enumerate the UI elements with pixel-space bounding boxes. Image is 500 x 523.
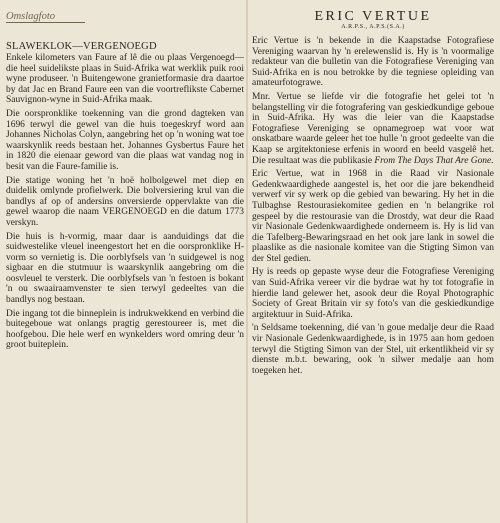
section-tag: Omslagfoto (6, 11, 85, 23)
author-qualifications: A.R.P.S., A.P.S.(S.A.) (341, 24, 405, 30)
right-paragraph-3 (252, 169, 494, 264)
article-heading: SLAWEKLOK—VERGENOEGD (6, 41, 157, 52)
right-paragraph-5-text: 'n Seldsame toekenning, dié van 'n goue medalje deur die Raad vir Nasionale Gedenkwaardighede, is in 1975 aan hom gedoen terwyl die Stigting Simon van der Stel, uit erkentlikheid vir sy dienste m.b.t. bewaring, ook 'n silwer medalje aan hom toegeken het. (252, 323, 494, 376)
left-paragraph-2: Die oorspronklike toekenning van die grond dagteken van 1696 terwyl die gewel van die huis toegeskryf word aan Johannes Nicholas Colyn, aangebring het op 'n woning wat toe waarskynlik reeds bestaan het. Johannes Gysbertus Faure het in 1820 die eienaar geword van die plaas wat vandag nog in besit van die Faure-familie is. (6, 108, 244, 172)
left-paragraph-3: Die statige woning het 'n hoë holbolgewel met diep en duidelik omlynde profielwerk. Die bolversiering krul van die bandlys af op of andersins onversierde oppervlakte van die gewel waarop die naam VERGENOEGD en die datum 1773 verskyn. (6, 175, 244, 228)
left-paragraph-5: Die ingang tot die binneplein is indrukwekkend en verbind die buitegeboue wat onlangs pragtig gerestoureer is, met die hoofgebou. Die hele werf en wynkelders word omring deur 'n groot buiteplein. (6, 308, 244, 351)
publication-title: From The Days That Are Gone. (374, 155, 494, 166)
author-name: ERIC VERTUE (314, 9, 432, 24)
right-paragraph-4-text: Hy is reeds op gepaste wyse deur die Fotografiese Vereniging van Suid-Afrika vereer vir die bydrae wat hy tot fotografie in hierdie land gelewer het, asook deur die Royal Photographic Society of Great Britain vir sy foto's van die geskiedkundige argitektuur in Suid-Afrika. (252, 267, 494, 320)
right-paragraph-4 (252, 267, 494, 320)
right-paragraph-1 (252, 36, 494, 89)
right-paragraph-5 (252, 323, 494, 376)
right-paragraph-3-text: Eric Vertue, wat in 1968 in die Raad vir Nasionale Gedenkwaardighede aangestel is, het oor die jare bekendheid verwerf vir sy werk op die gebied van bewaring. Hy het in die Tulbaghse Restourasiekomitee gedien en 'n belangrike rol gespeel by die restourasie van die Drostdy, wat deur die Raad vir Nasionale Gedenkwaardighede onderneem is. Hy is lid van die Tafelberg-Bewaringsraad en het ook jare lank in sowel die plaaslike as die nasionale komitee van die Stigting Simon van der Stel gedien. (252, 169, 494, 264)
right-paragraph-1-text: Eric Vertue is 'n bekende in die Kaapstadse Fotografiese Vereniging waarvan hy 'n erelewenslid is. Hy is 'n voormalige redakteur van die bulletin van die Fotografiese Vereniging van Suid-Afrika en is nou betrokke by die tegniese opleiding van amateurfotograwe. (252, 36, 494, 89)
right-column (252, 6, 494, 379)
page-gutter (246, 0, 248, 523)
left-paragraph-4: Die huis is h-vormig, maar daar is aanduidings dat die suidwestelike vleuel ineengestort het en die oorspronklike H-vorm so vernietig is. Die oorblyfsels van 'n suidgewel is nog sigbaar en die stutmuur is waarskynlik aangebring om die oosvleuel te versterk. Die oorblyfsels van 'n festoen is bokant 'n ou swaairaamvenster te sien terwyl gedeeltes van die bandlys nog bestaan. (6, 231, 244, 306)
right-paragraph-2-text: Mnr. Vertue se liefde vir die fotografie het gelei tot 'n belangstelling vir die fotografering van geskiedkundige geboue in Suid-Afrika. Hy was die leier van die Kaapstadse Fotografiese Vereniging se opnamegroep wat voor wat onskatbare waarde geleer het toe hulle 'n groot gedeelte van die Kaap se argitektoniese erfenis in woord en beeld vasgelê het. Die resultaat was die publikasie (252, 91, 494, 166)
left-column (6, 6, 244, 354)
left-paragraph-1: Enkele kilometers van Faure af lê die ou plaas Vergenoegd—die heel suidelikste plaas in Suid-Afrika wat werklik puik rooi wyne produseer. 'n Buitengewone granietformasie dra daartoe by dat Jac en Brand Faure een van die voortreflikste Cabernet Sauvignon-wyne in Suid-Afrika maak. (6, 53, 244, 106)
right-paragraph-2 (252, 92, 494, 166)
